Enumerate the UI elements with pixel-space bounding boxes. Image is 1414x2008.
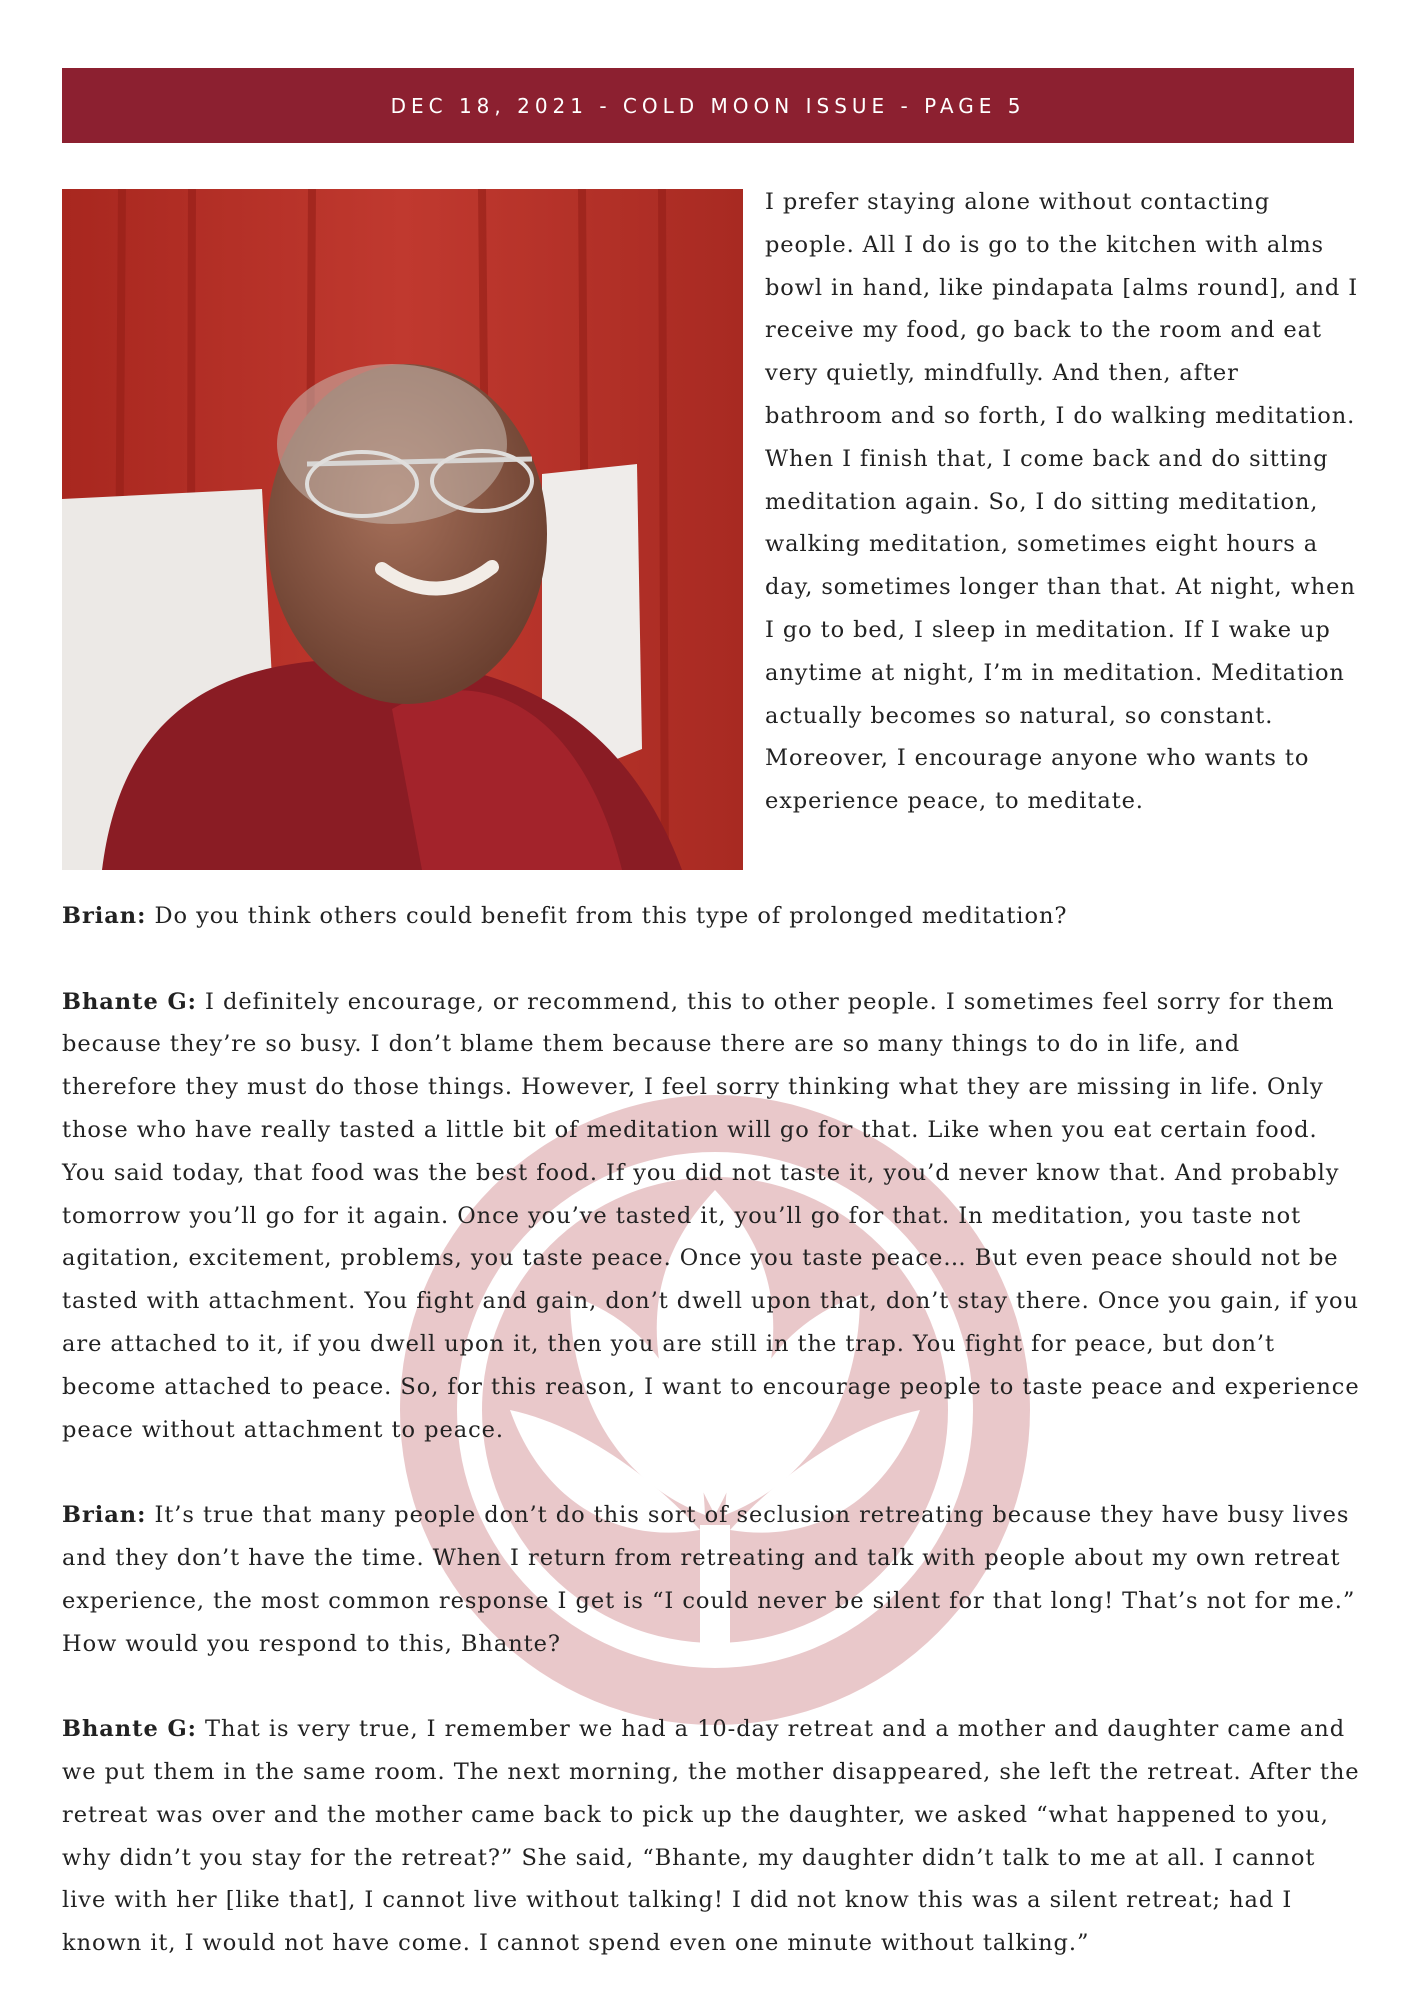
paragraph-text: Do you think others could benefit from this type of prolonged meditation? xyxy=(146,903,1068,929)
speaker-name: Brian: xyxy=(62,1502,147,1529)
speaker-name: Bhante G: xyxy=(62,988,197,1015)
page-header-bar xyxy=(62,68,1354,143)
paragraph-text: It’s true that many people don’t do this sort of seclusion retreating because they have busy lives and they don’t have the time. When I return from retreating and talk with people about my own retreat experience, the most common response I get is “I could never be silent for that long! That’s not for me.” How would you respond to this, Bhante? xyxy=(62,1502,1356,1657)
interview-paragraph xyxy=(62,1494,1362,1665)
interview-body xyxy=(62,895,1362,2008)
issue-header-title: DEC 18, 2021 - COLD MOON ISSUE - PAGE 5 xyxy=(390,93,1026,118)
portrait-photo xyxy=(62,189,743,870)
interview-paragraph xyxy=(62,981,1362,1452)
speaker-name: Brian: xyxy=(62,903,147,929)
interview-paragraph xyxy=(62,1708,1362,1965)
interview-paragraph xyxy=(62,895,1362,938)
intro-paragraph: I prefer staying alone without contacting people. All I do is go to the kitchen with alms bowl in hand, like pindapata [alms round], and I receive my food, go back to the room and eat very quietly, mindfully. And then, after bathroom and so forth, I do walking meditation. When I finish that, I come back and do sitting meditation again. So, I do sitting meditation, walking meditation, sometimes eight hours a day, sometimes longer than that. At night, when I go to bed, I sleep in meditation. If I wake up anytime at night, I’m in meditation. Meditation actually becomes so natural, so constant. Moreover, I encourage anyone who wants to experience peace, to meditate. xyxy=(765,189,1359,815)
paragraph-text: I definitely encourage, or recommend, this to other people. I sometimes feel sorry for them because they’re so busy. I don’t blame them because there are so many things to do in life, and therefore they must do those things. However, I feel sorry thinking what they are missing in life. Only those who have really tasted a little bit of meditation will go for that. Like when you eat certain food. You said today, that food was the best food. If you did not taste it, you’d never know that. And probably tomorrow you’ll go for it again. Once you’ve tasted it, you’ll go for that. In meditation, you taste not agitation, excitement, problems, you taste peace. Once you taste peace… But even peace should not be tasted with attachment. You fight and gain, don’t dwell upon that, don’t stay there. Once you gain, if you are attached to it, if you dwell upon it, then you are still in the trap. You fight for peace, but don’t become attached to peace. So, for this reason, I want to encourage people to taste peace and experience peace without attachment to peace. xyxy=(62,988,1360,1443)
speaker-name: Bhante G: xyxy=(62,1716,197,1743)
paragraph-text: That is very true, I remember we had a 10-day retreat and a mother and daughter came and we put them in the same room. The next morning, the mother disappeared, she left the retreat. After the retreat was over and the mother came back to pick up the daughter, we asked “what happened to you, why didn’t you stay for the retreat?” She said, “Bhante, my daughter didn’t talk to me at all. I cannot live with her [like that], I cannot live without talking! I did not know this was a silent retreat; had I known it, I would not have come. I cannot spend even one minute without talking.” xyxy=(62,1716,1360,1957)
